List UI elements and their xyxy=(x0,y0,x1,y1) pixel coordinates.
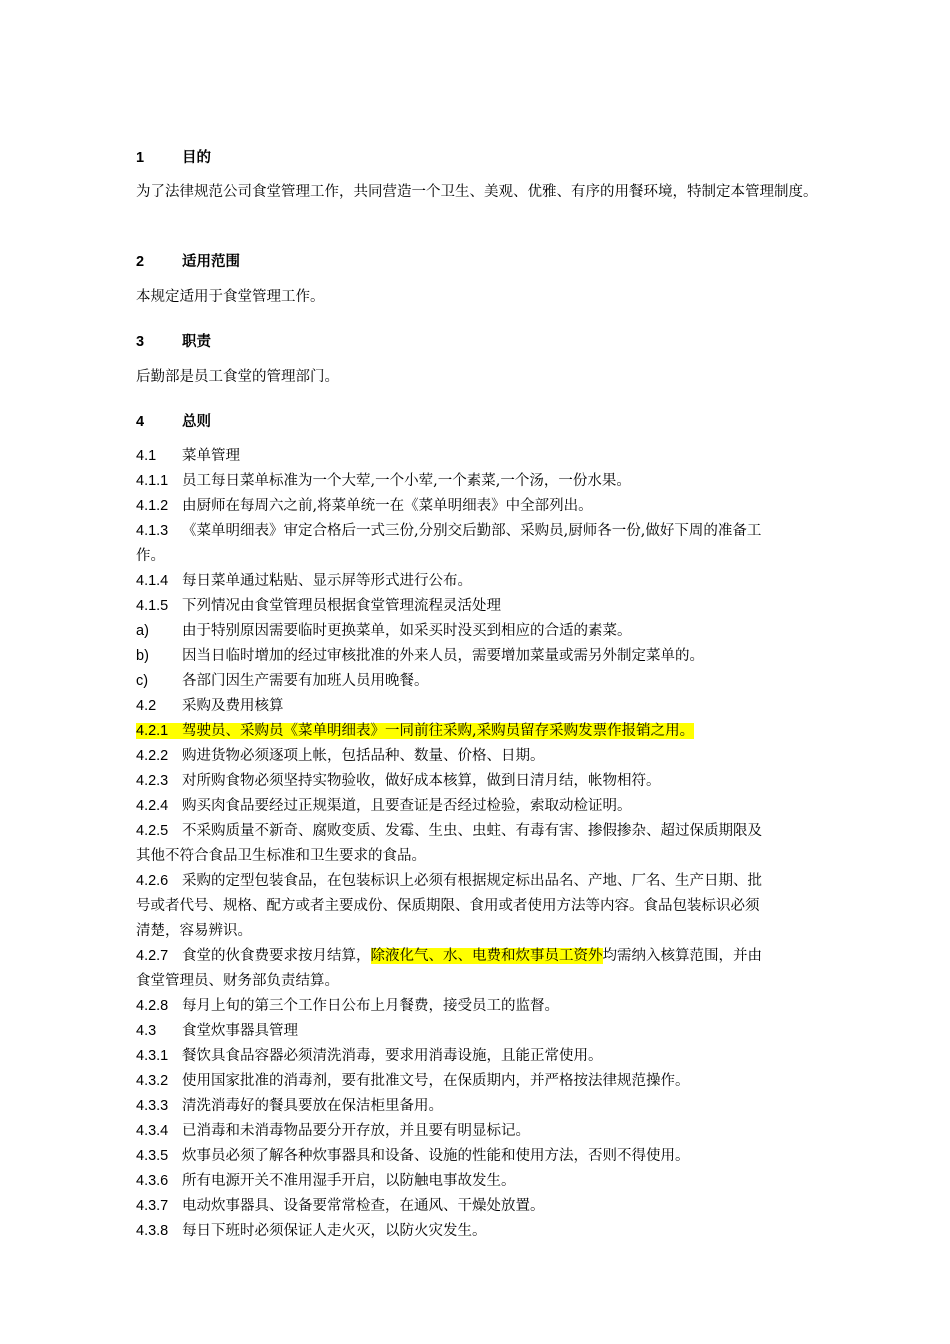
clause-text: 使用国家批准的消毒剂，要有批准文号，在保质期内，并严格按法律规范操作。 xyxy=(182,1073,690,1089)
clause-number: 4.1 xyxy=(136,448,157,464)
clause-number: 4.2.2 xyxy=(136,748,169,764)
clause-4-3-2 xyxy=(136,1069,860,1094)
clause-4-3-6 xyxy=(136,1169,860,1194)
clause-number: 4.2.8 xyxy=(136,998,169,1014)
clause-number: 4.1.4 xyxy=(136,573,169,589)
clause-text: 采购的定型包装食品，在包装标识上必须有根据规定标出品名、产地、厂名、生产日期、批 xyxy=(182,873,762,889)
section-title: 目的 xyxy=(182,149,211,166)
clause-number: 4.3.6 xyxy=(136,1173,169,1189)
clause-text: 餐饮具食品容器必须清洗消毒，要求用消毒设施，且能正常使用。 xyxy=(182,1048,603,1064)
section-heading-2 xyxy=(136,249,860,275)
section-number: 4 xyxy=(136,414,145,430)
section-heading-3 xyxy=(136,329,860,355)
clause-4-2-6-continuation-2: 清楚，容易辨识。 xyxy=(136,923,252,939)
clause-text: 已消毒和未消毒物品要分开存放，并且要有明显标记。 xyxy=(182,1123,530,1139)
clause-4-2 xyxy=(136,694,860,719)
clause-number: 4.3.5 xyxy=(136,1148,169,1164)
clause-number: 4.2.7 xyxy=(136,948,169,964)
list-item-text: 因当日临时增加的经过审核批准的外来人员，需要增加菜量或需另外制定菜单的。 xyxy=(182,648,704,664)
list-marker: a) xyxy=(136,623,149,639)
list-item-text: 由于特别原因需要临时更换菜单，如采买时没买到相应的合适的素菜。 xyxy=(182,623,632,639)
clause-4-2-5 xyxy=(136,819,860,844)
clause-4-2-1 xyxy=(136,719,860,744)
clause-4-1-1 xyxy=(136,469,860,494)
list-marker: c) xyxy=(136,673,149,689)
clause-4-2-8 xyxy=(136,994,860,1019)
section-title: 适用范围 xyxy=(182,253,240,270)
highlighted-text xyxy=(136,723,694,739)
clause-number: 4.2.3 xyxy=(136,773,169,789)
clause-number: 4.1.2 xyxy=(136,498,169,514)
clause-text: 清洗消毒好的餐具要放在保洁柜里备用。 xyxy=(182,1098,443,1114)
clause-text: 每日下班时必须保证人走火灭，以防火灾发生。 xyxy=(182,1223,487,1239)
clause-number: 4.3.7 xyxy=(136,1198,169,1214)
section-1-paragraph: 为了法律规范公司食堂管理工作，共同营造一个卫生、美观、优雅、有序的用餐环境，特制定本管理制度。 xyxy=(136,184,818,200)
clause-text: 均需纳入核算范围，并由 xyxy=(602,948,762,964)
list-item-a xyxy=(136,619,860,644)
clause-4-1-3 xyxy=(136,519,860,544)
clause-text: 菜单管理 xyxy=(182,448,240,464)
clause-number: 4.1.5 xyxy=(136,598,169,614)
clause-number: 4.3.3 xyxy=(136,1098,169,1114)
list-item-c xyxy=(136,669,860,694)
clause-4-2-4 xyxy=(136,794,860,819)
clause-4-3 xyxy=(136,1019,860,1044)
clause-text: 每月上旬的第三个工作日公布上月餐费，接受员工的监督。 xyxy=(182,998,559,1014)
section-heading-1 xyxy=(136,145,860,171)
highlighted-text: 除液化气、水、电费和炊事员工资外 xyxy=(370,948,603,964)
clause-text: 所有电源开关不准用湿手开启，以防触电事故发生。 xyxy=(182,1173,516,1189)
section-number: 2 xyxy=(136,254,145,270)
clause-number: 4.2.4 xyxy=(136,798,169,814)
section-title: 总则 xyxy=(182,413,211,430)
clause-number: 4.2.1 xyxy=(136,723,169,739)
clause-text: 炊事员必须了解各种炊事器具和设备、设施的性能和使用方法，否则不得使用。 xyxy=(182,1148,690,1164)
clause-4-2-2 xyxy=(136,744,860,769)
clause-number: 4.3 xyxy=(136,1023,157,1039)
clause-4-3-4 xyxy=(136,1119,860,1144)
clause-4-3-5 xyxy=(136,1144,860,1169)
clause-4-1-2 xyxy=(136,494,860,519)
clause-4-1-3-continuation: 作。 xyxy=(136,548,165,564)
clause-4-3-1 xyxy=(136,1044,860,1069)
clause-number: 4.3.4 xyxy=(136,1123,169,1139)
clause-number: 4.2 xyxy=(136,698,157,714)
clause-4-3-8 xyxy=(136,1219,860,1244)
clause-text: 《菜单明细表》审定合格后一式三份,分别交后勤部、采购员,厨师各一份,做好下周的准备工 xyxy=(182,523,762,539)
clause-4-1-5 xyxy=(136,594,860,619)
clause-text: 驾驶员、采购员《菜单明细表》一同前往采购,采购员留存采购发票作报销之用。 xyxy=(182,723,695,739)
clause-text: 食堂炊事器具管理 xyxy=(182,1023,298,1039)
clause-number: 4.3.2 xyxy=(136,1073,169,1089)
clause-number: 4.2.5 xyxy=(136,823,169,839)
clause-text: 对所购食物必须坚持实物验收，做好成本核算，做到日清月结，帐物相符。 xyxy=(182,773,661,789)
clause-4-2-7 xyxy=(136,944,860,969)
section-number: 3 xyxy=(136,334,145,350)
section-3-paragraph: 后勤部是员工食堂的管理部门。 xyxy=(136,369,339,385)
clause-number: 4.3.1 xyxy=(136,1048,169,1064)
clause-4-1 xyxy=(136,444,860,469)
clause-4-2-6-continuation: 号或者代号、规格、配方或者主要成份、保质期限、食用或者使用方法等内容。食品包装标识必须 xyxy=(136,898,760,914)
clause-text: 采购及费用核算 xyxy=(182,698,284,714)
clause-text: 由厨师在每周六之前,将菜单统一在《菜单明细表》中全部列出。 xyxy=(182,498,593,514)
list-item-b xyxy=(136,644,860,669)
clause-4-2-6 xyxy=(136,869,860,894)
clause-4-2-7-continuation: 食堂管理员、财务部负责结算。 xyxy=(136,973,339,989)
clause-text: 员工每日菜单标准为一个大荤,一个小荤,一个素菜,一个汤，一份水果。 xyxy=(182,473,631,489)
list-item-text: 各部门因生产需要有加班人员用晚餐。 xyxy=(182,673,429,689)
clause-text: 食堂的伙食费要求按月结算， xyxy=(182,948,371,964)
clause-text: 不采购质量不新奇、腐败变质、发霉、生虫、虫蛀、有毒有害、掺假掺杂、超过保质期限及 xyxy=(182,823,762,839)
clause-4-3-7 xyxy=(136,1194,860,1219)
clause-number: 4.1.1 xyxy=(136,473,169,489)
section-number: 1 xyxy=(136,150,145,166)
clause-4-1-4 xyxy=(136,569,860,594)
clause-4-2-5-continuation: 其他不符合食品卫生标准和卫生要求的食品。 xyxy=(136,848,426,864)
clause-text: 购买肉食品要经过正规渠道，且要查证是否经过检验，索取动检证明。 xyxy=(182,798,632,814)
clause-number: 4.1.3 xyxy=(136,523,169,539)
clause-text: 下列情况由食堂管理员根据食堂管理流程灵活处理 xyxy=(182,598,501,614)
clause-text: 电动炊事器具、设备要常常检查，在通风、干燥处放置。 xyxy=(182,1198,545,1214)
clause-text: 每日菜单通过粘贴、显示屏等形式进行公布。 xyxy=(182,573,472,589)
clause-text: 购进货物必须逐项上帐，包括品种、数量、价格、日期。 xyxy=(182,748,545,764)
clause-4-3-3 xyxy=(136,1094,860,1119)
section-2-paragraph: 本规定适用于食堂管理工作。 xyxy=(136,289,325,305)
clause-number: 4.2.6 xyxy=(136,873,169,889)
section-title: 职责 xyxy=(182,333,211,350)
clause-number: 4.3.8 xyxy=(136,1223,169,1239)
list-marker: b) xyxy=(136,648,149,664)
section-heading-4 xyxy=(136,409,860,435)
clause-4-2-3 xyxy=(136,769,860,794)
